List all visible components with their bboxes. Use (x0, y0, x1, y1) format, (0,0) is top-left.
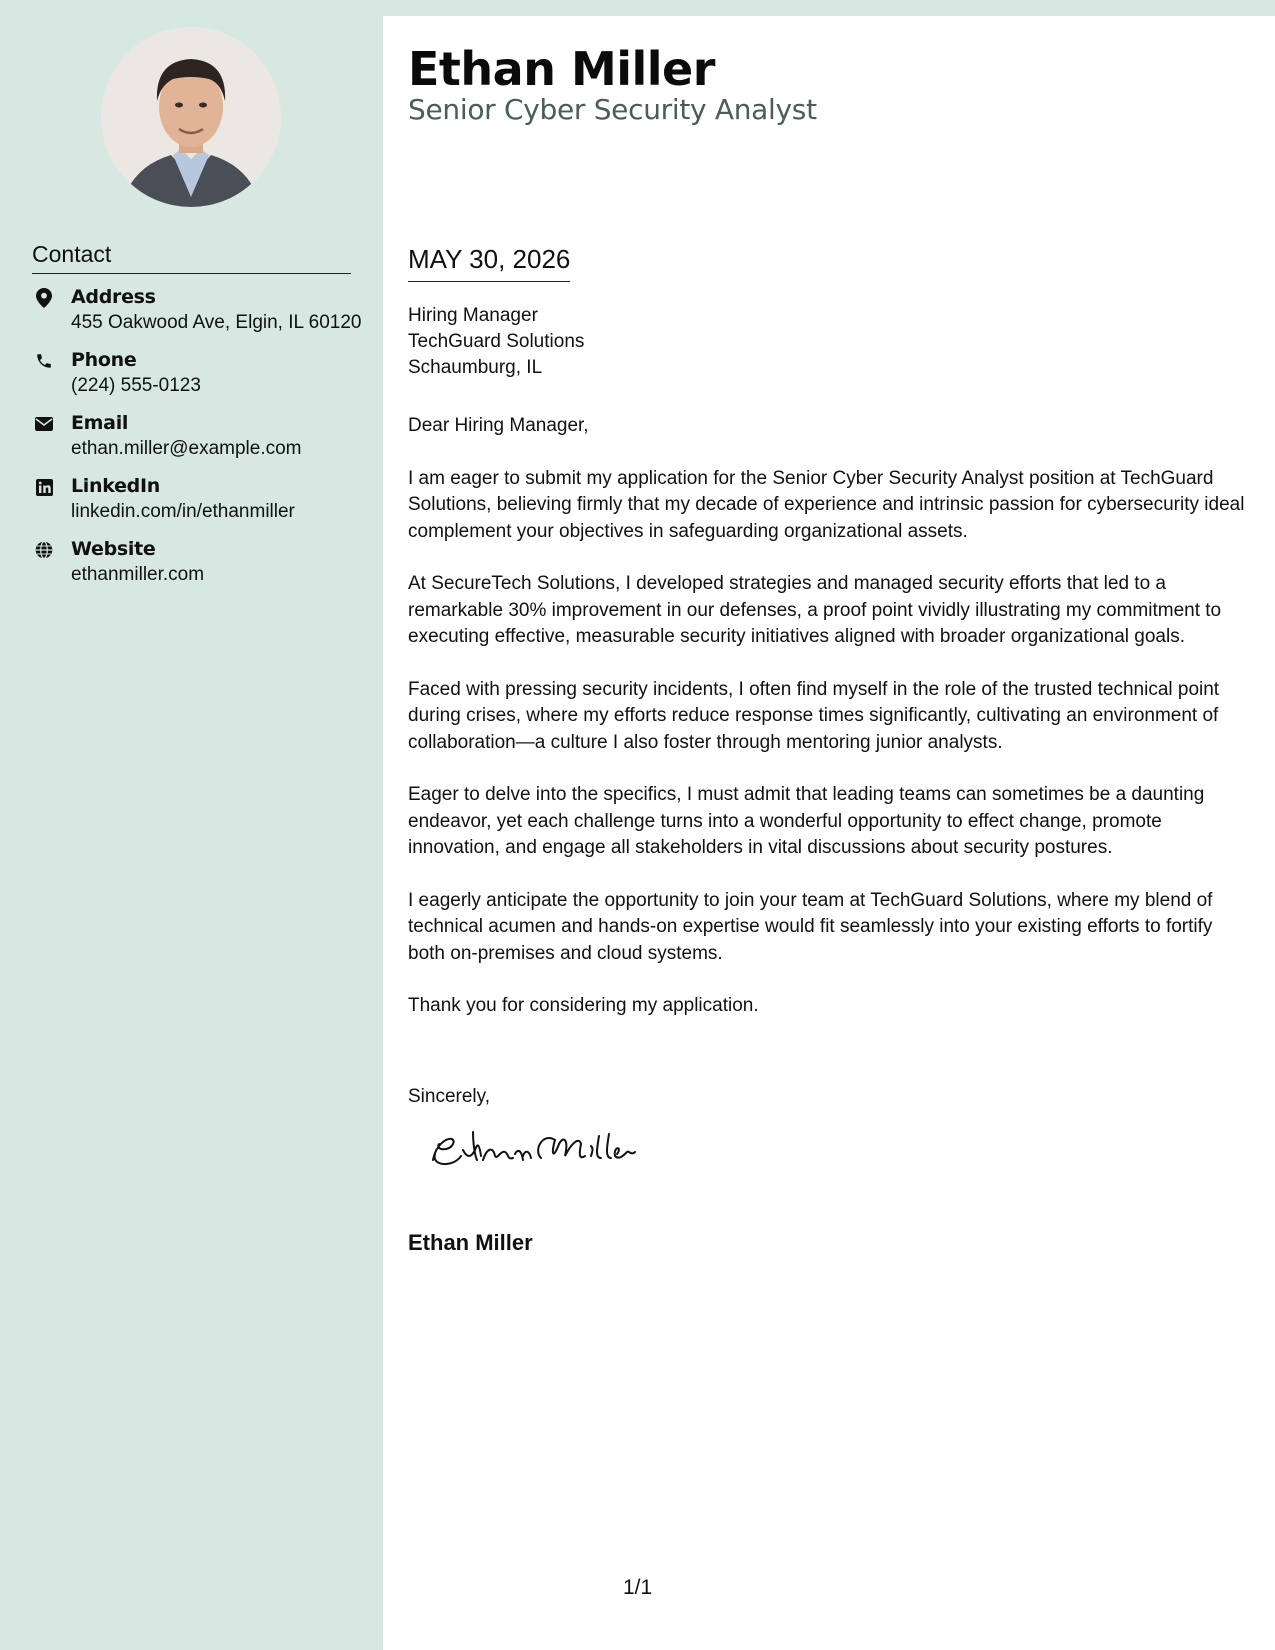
letter-page (383, 16, 1275, 1650)
email-value: ethan.miller@example.com (71, 438, 302, 459)
contact-heading: Contact (32, 241, 351, 274)
contact-label: Email (71, 412, 129, 434)
contact-item-phone (32, 348, 362, 398)
contact-label: Website (71, 538, 156, 560)
closing: Sincerely, (408, 1086, 491, 1107)
recipient-block (408, 303, 584, 381)
job-title: Senior Cyber Security Analyst (408, 93, 817, 126)
paragraph: At SecureTech Solutions, I developed strategies and managed security efforts that led to a remarkable 30% improvement in our defenses, a proof point vividly illustrating my commitment to executing effective, measurable security initiatives aligned with broader organizational goals. (408, 573, 1222, 647)
contact-label: Address (71, 286, 156, 308)
recipient-company: TechGuard Solutions (408, 331, 585, 352)
globe-icon (32, 538, 56, 562)
letter-date: MAY 30, 2026 (408, 244, 570, 282)
paragraph: I am eager to submit my application for the Senior Cyber Security Analyst position at TechGuard Solutions, believing firmly that my decade of experience and intrinsic passion for cybersecurity ideal complement your objectives in safeguarding organizational assets. (408, 467, 1245, 542)
phone-value: (224) 555-0123 (71, 375, 201, 396)
contact-item-linkedin (32, 474, 362, 524)
linkedin-value: linkedin.com/in/ethanmiller (71, 501, 295, 522)
contact-label: LinkedIn (71, 475, 160, 497)
website-value: ethanmiller.com (71, 564, 205, 585)
contact-label: Phone (71, 349, 137, 371)
contact-item-address (32, 285, 362, 335)
phone-icon (32, 349, 56, 373)
recipient-name: Hiring Manager (408, 305, 538, 326)
letter-body (408, 413, 1253, 1046)
applicant-name: Ethan Miller (408, 42, 715, 96)
paragraph: Faced with pressing security incidents, I often find myself in the role of the trusted technical point during crises, where my efforts reduce response times significantly, cultivating an environment of collaboration—a culture I also foster through mentoring junior analysts. (408, 678, 1220, 753)
linkedin-icon (32, 475, 56, 499)
signed-name: Ethan Miller (408, 1230, 533, 1255)
map-pin-icon (32, 286, 56, 310)
envelope-icon (32, 412, 56, 436)
sidebar (0, 0, 383, 1650)
contact-item-website (32, 537, 362, 587)
paragraph: Thank you for considering my application. (408, 995, 759, 1016)
contact-item-email (32, 411, 362, 461)
profile-photo (101, 27, 281, 207)
address-value: 455 Oakwood Ave, Elgin, IL 60120 (71, 312, 362, 333)
signature-image (423, 1120, 643, 1185)
paragraph: I eagerly anticipate the opportunity to join your team at TechGuard Solutions, where my blend of technical acumen and hands-on expertise would fit seamlessly into your existing efforts to fortify both on-premises and cloud systems. (408, 889, 1213, 964)
greeting: Dear Hiring Manager, (408, 415, 589, 436)
recipient-location: Schaumburg, IL (408, 357, 543, 378)
page-number: 1/1 (623, 1576, 653, 1599)
contact-list (32, 285, 362, 600)
paragraph: Eager to delve into the specifics, I must admit that leading teams can sometimes be a daunting endeavor, yet each challenge turns into a wonderful opportunity to effect change, promote innovation, and engage all stakeholders in vital discussions about security postures. (408, 784, 1205, 858)
